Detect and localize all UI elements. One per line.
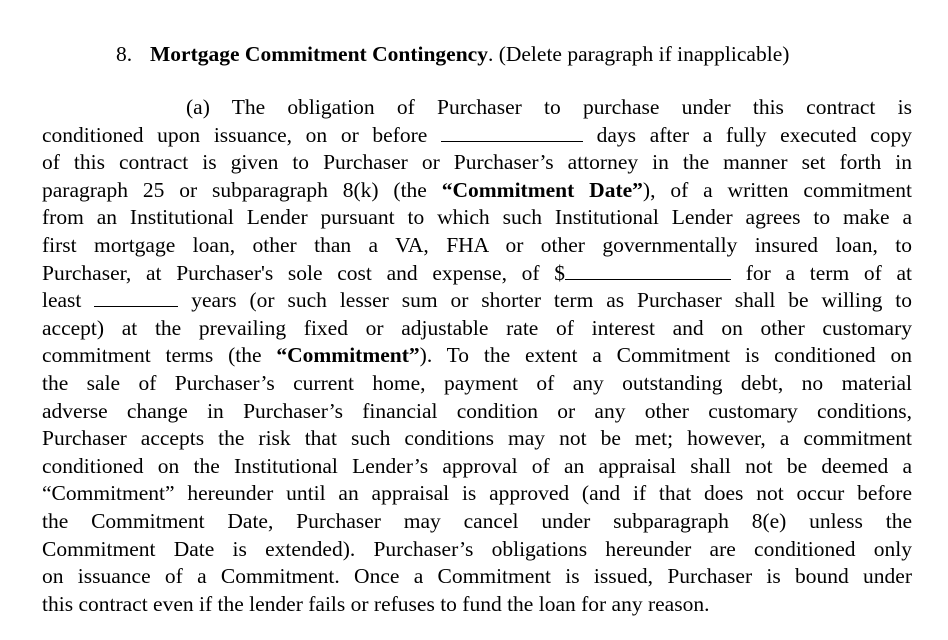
- paragraph-line-12: adverse change in Purchaser’s financial condition or any other customary conditions,: [42, 398, 912, 423]
- line-2-text-a: conditioned upon issuance, on or before: [42, 122, 428, 147]
- paragraph-line-2: [42, 122, 912, 150]
- section-title: Mortgage Commitment Contingency: [150, 42, 488, 66]
- paragraph-line-19: this contract even if the lender fails or refuses to fund the loan for any reason.: [42, 591, 710, 616]
- paragraph-line-16: the Commitment Date, Purchaser may cancel under subparagraph 8(e) unless the: [42, 508, 912, 533]
- line-4-text-b: ), of a written commitment: [642, 177, 913, 202]
- section-number: 8.: [116, 42, 133, 66]
- line-2-text-b: days after a fully executed copy: [596, 122, 913, 147]
- paragraph-line-15: “Commitment” hereunder until an appraisal is approved (and if that does not occur before: [42, 481, 912, 506]
- section-note: . (Delete paragraph if inapplicable): [487, 42, 790, 66]
- line-8-text-b: years (or such lesser sum or shorter term as Purchaser shall be willing to: [191, 288, 913, 313]
- section-heading: [116, 40, 789, 68]
- amount-blank-field[interactable]: [565, 261, 731, 280]
- paragraph-line-17: Commitment Date is extended). Purchaser’s obligations hereunder are conditioned only: [42, 536, 912, 561]
- paragraph-line-1: (a) The obligation of Purchaser to purchase under this contract is: [186, 95, 912, 119]
- paragraph-line-4: [42, 177, 912, 205]
- paragraph-line-3: of this contract is given to Purchaser or Purchaser’s attorney in the manner set forth in: [42, 150, 912, 175]
- paragraph-line-8: [42, 287, 912, 315]
- years-blank-field[interactable]: [94, 288, 178, 307]
- days-blank-field[interactable]: [441, 123, 583, 142]
- paragraph-line-13: Purchaser accepts the risk that such conditions may not be met; however, a commitment: [42, 426, 912, 451]
- paragraph-line-11: the sale of Purchaser’s current home, payment of any outstanding debt, no material: [42, 370, 912, 395]
- commitment-date-term: “Commitment Date”: [441, 177, 643, 202]
- paragraph-line-9: accept) at the prevailing fixed or adjustable rate of interest and on other customary: [42, 315, 912, 340]
- paragraph-line-5: from an Institutional Lender pursuant to which such Institutional Lender agrees to make a: [42, 205, 912, 230]
- paragraph-line-7: [42, 260, 912, 288]
- paragraph-a: [42, 94, 912, 618]
- line-7-text-b: for a term of at: [745, 260, 913, 285]
- paragraph-line-10: [42, 342, 912, 370]
- line-10-text-b: ). To the extent a Commitment is conditioned on: [419, 343, 912, 368]
- line-4-text-a: paragraph 25 or subparagraph 8(k) (the: [42, 177, 442, 202]
- line-8-text-a: least: [42, 288, 82, 313]
- paragraph-line-18: on issuance of a Commitment. Once a Commitment is issued, Purchaser is bound under: [42, 564, 912, 589]
- line-7-text-a: Purchaser, at Purchaser's sole cost and expense, of $: [42, 260, 566, 285]
- paragraph-line-14: conditioned on the Institutional Lender’s approval of an appraisal shall not be deemed a: [42, 453, 912, 478]
- line-10-text-a: commitment terms (the: [42, 343, 277, 368]
- commitment-term: “Commitment”: [276, 343, 420, 368]
- paragraph-line-6: first mortgage loan, other than a VA, FHA or other governmentally insured loan, to: [42, 232, 912, 257]
